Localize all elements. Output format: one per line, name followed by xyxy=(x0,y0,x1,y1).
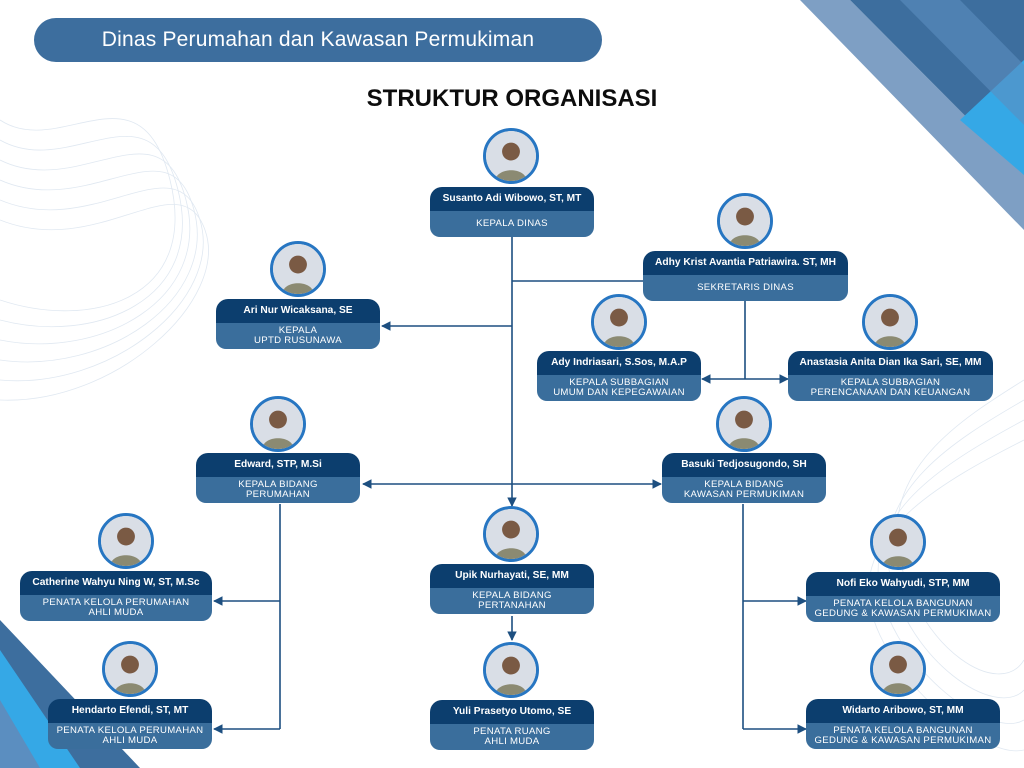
node-name: Ady Indriasari, S.Sos, M.A.P xyxy=(537,351,701,375)
node-role xyxy=(20,595,212,621)
node-role-line: GEDUNG & KAWASAN PERMUKIMAN xyxy=(814,735,992,746)
node-role xyxy=(48,723,212,749)
avatar-icon xyxy=(870,641,926,697)
avatar-icon xyxy=(870,514,926,570)
node-role-line: PENATA KELOLA PERUMAHAN xyxy=(56,724,204,736)
node-name: Anastasia Anita Dian Ika Sari, SE, MM xyxy=(788,351,993,375)
node-name: Nofi Eko Wahyudi, STP, MM xyxy=(806,572,1000,596)
node-role-line: KEPALA BIDANG xyxy=(704,478,784,490)
node-role xyxy=(806,596,1000,622)
avatar-icon xyxy=(102,641,158,697)
node-name: Catherine Wahyu Ning W, ST, M.Sc xyxy=(20,571,212,595)
node-role xyxy=(643,275,848,301)
node-name: Basuki Tedjosugondo, SH xyxy=(662,453,826,477)
node-role xyxy=(430,724,594,750)
avatar-icon xyxy=(591,294,647,350)
node-name: Upik Nurhayati, SE, MM xyxy=(430,564,594,588)
avatar-icon xyxy=(483,128,539,184)
avatar-icon xyxy=(862,294,918,350)
node-name: Widarto Aribowo, ST, MM xyxy=(806,699,1000,723)
node-name: Yuli Prasetyo Utomo, SE xyxy=(430,700,594,724)
avatar-icon xyxy=(270,241,326,297)
node-role xyxy=(430,588,594,614)
node-role-line: PENATA RUANG xyxy=(473,725,551,737)
avatar-icon xyxy=(483,506,539,562)
node-role-line: AHLI MUDA xyxy=(88,607,144,618)
node-role-line: KEPALA BIDANG xyxy=(472,589,552,601)
agency-title-banner: Dinas Perumahan dan Kawasan Permukiman xyxy=(34,18,602,62)
node-role-line: PERUMAHAN xyxy=(245,489,310,500)
avatar-icon xyxy=(250,396,306,452)
node-role-line: KEPALA DINAS xyxy=(476,217,548,229)
node-role-line: AHLI MUDA xyxy=(102,735,158,746)
node-name: Hendarto Efendi, ST, MT xyxy=(48,699,212,723)
node-role-line: UMUM DAN KEPEGAWAIAN xyxy=(553,387,685,398)
node-role xyxy=(806,723,1000,749)
avatar-icon xyxy=(716,396,772,452)
node-name: Ari Nur Wicaksana, SE xyxy=(216,299,380,323)
node-role-line: GEDUNG & KAWASAN PERMUKIMAN xyxy=(814,608,992,619)
node-role-line: AHLI MUDA xyxy=(484,736,540,747)
node-role-line: KEPALA SUBBAGIAN xyxy=(840,376,941,388)
node-role-line: KEPALA SUBBAGIAN xyxy=(569,376,669,388)
node-name: Edward, STP, M.Si xyxy=(196,453,360,477)
node-role-line: PERENCANAAN DAN KEUANGAN xyxy=(810,387,971,398)
node-role-line: UPTD RUSUNAWA xyxy=(254,335,342,346)
node-role xyxy=(216,323,380,349)
avatar-icon xyxy=(98,513,154,569)
node-role-line: PENATA KELOLA BANGUNAN xyxy=(833,597,973,609)
chart-title: STRUKTUR ORGANISASI xyxy=(366,85,658,112)
node-name: Adhy Krist Avantia Patriawira. ST, MH xyxy=(643,251,848,275)
avatar-icon xyxy=(717,193,773,249)
node-role xyxy=(788,375,993,401)
node-role-line: PERTANAHAN xyxy=(478,600,546,611)
node-role-line: KAWASAN PERMUKIMAN xyxy=(683,489,805,500)
node-role xyxy=(662,477,826,503)
node-role xyxy=(196,477,360,503)
node-role-line: PENATA KELOLA PERUMAHAN xyxy=(42,596,190,608)
node-role-line: SEKRETARIS DINAS xyxy=(697,281,794,293)
node-role-line: KEPALA BIDANG xyxy=(238,478,318,490)
avatar-icon xyxy=(483,642,539,698)
node-role xyxy=(537,375,701,401)
node-role-line: PENATA KELOLA BANGUNAN xyxy=(833,724,973,736)
node-role-line: KEPALA xyxy=(278,324,318,336)
node-role xyxy=(430,211,594,237)
node-name: Susanto Adi Wibowo, ST, MT xyxy=(430,187,594,211)
